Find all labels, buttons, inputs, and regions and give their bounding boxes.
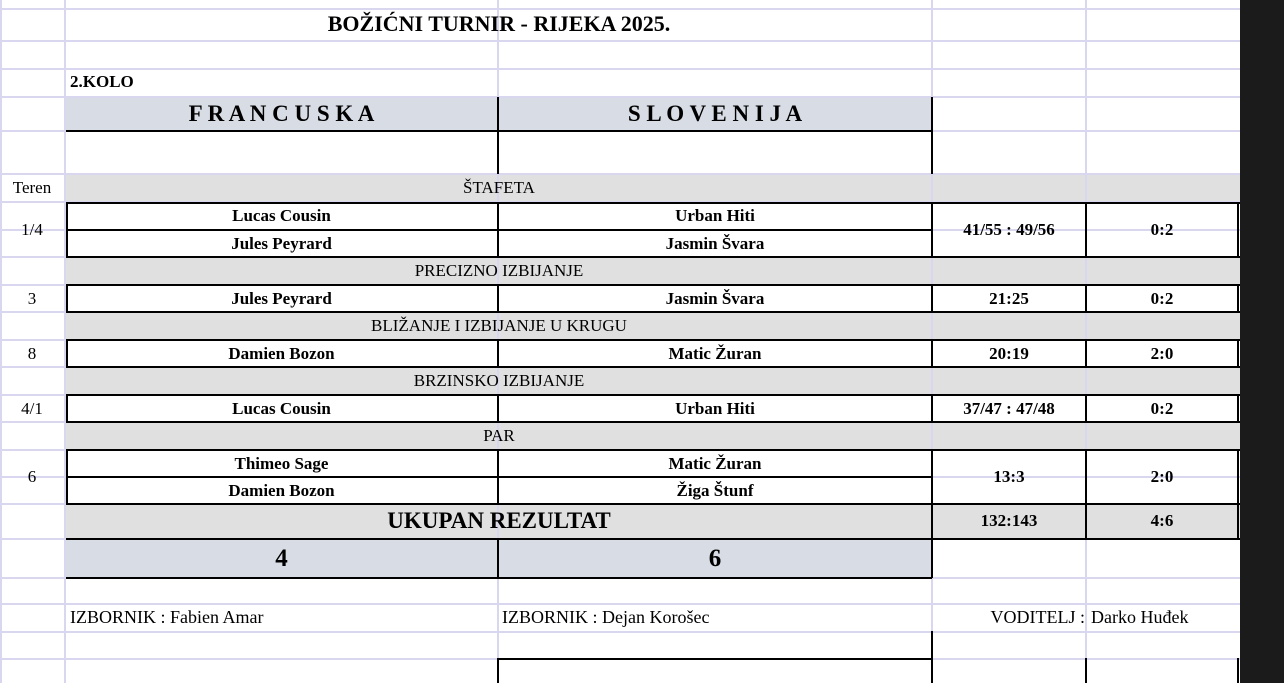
discipline-name: PAR — [483, 425, 515, 445]
away-player: Jasmin Švara — [665, 288, 765, 308]
discipline-points: 0:2 — [1150, 288, 1174, 308]
teren-value: 1/4 — [21, 219, 43, 239]
team-away: S L O V E N I J A — [627, 100, 803, 126]
teren-label: Teren — [12, 177, 52, 197]
total-points: 4:6 — [1150, 511, 1174, 530]
away-player: Žiga Štunf — [676, 480, 754, 500]
discipline-name: PRECIZNO IZBIJANJE — [414, 261, 584, 280]
app-sidebar — [1240, 0, 1284, 683]
away-player: Urban Hiti — [675, 398, 755, 418]
discipline-points: 2:0 — [1150, 343, 1174, 363]
teren-value: 8 — [27, 343, 37, 363]
away-player: Jasmin Švara — [665, 233, 765, 253]
discipline-score: 37/47 : 47/48 — [963, 398, 1055, 418]
discipline-name: ŠTAFETA — [463, 178, 535, 197]
away-player: Matic Žuran — [668, 453, 762, 473]
total-score: 132:143 — [980, 511, 1038, 530]
discipline-score: 13:3 — [993, 467, 1025, 486]
home-player: Thimeo Sage — [234, 453, 329, 473]
home-player: Lucas Cousin — [232, 205, 331, 225]
page-title: BOŽIĆNI TURNIR - RIJEKA 2025. — [327, 11, 671, 36]
home-player: Jules Peyrard — [231, 233, 332, 253]
home-player: Damien Bozon — [228, 480, 335, 500]
total-label: UKUPAN REZULTAT — [387, 508, 611, 533]
away-player: Matic Žuran — [668, 343, 762, 363]
final-away: 6 — [708, 544, 722, 572]
discipline-points: 0:2 — [1150, 219, 1174, 239]
coach-away: IZBORNIK : Dejan Korošec — [502, 607, 710, 627]
home-player: Lucas Cousin — [232, 398, 331, 418]
discipline-points: 2:0 — [1150, 467, 1174, 486]
discipline-score: 20:19 — [989, 343, 1029, 363]
away-player: Urban Hiti — [675, 205, 755, 225]
teren-value: 4/1 — [21, 398, 43, 418]
coach-home: IZBORNIK : Fabien Amar — [70, 607, 264, 627]
team-home: F R A N C U S K A — [188, 100, 375, 126]
discipline-score: 41/55 : 49/56 — [963, 219, 1055, 239]
discipline-points: 0:2 — [1150, 398, 1174, 418]
home-player: Damien Bozon — [228, 343, 335, 363]
discipline-score: 21:25 — [989, 288, 1029, 308]
round-label: 2.KOLO — [70, 72, 134, 91]
teren-value: 6 — [27, 467, 37, 486]
leader-label: VODITELJ : — [990, 607, 1085, 627]
home-player: Jules Peyrard — [231, 288, 332, 308]
discipline-name: BLIŽANJE I IZBIJANJE U KRUGU — [371, 315, 627, 335]
leader-name: Darko Huđek — [1091, 607, 1189, 627]
final-home: 4 — [275, 544, 288, 572]
teren-value: 3 — [27, 288, 37, 308]
discipline-name: BRZINSKO IZBIJANJE — [413, 370, 585, 390]
